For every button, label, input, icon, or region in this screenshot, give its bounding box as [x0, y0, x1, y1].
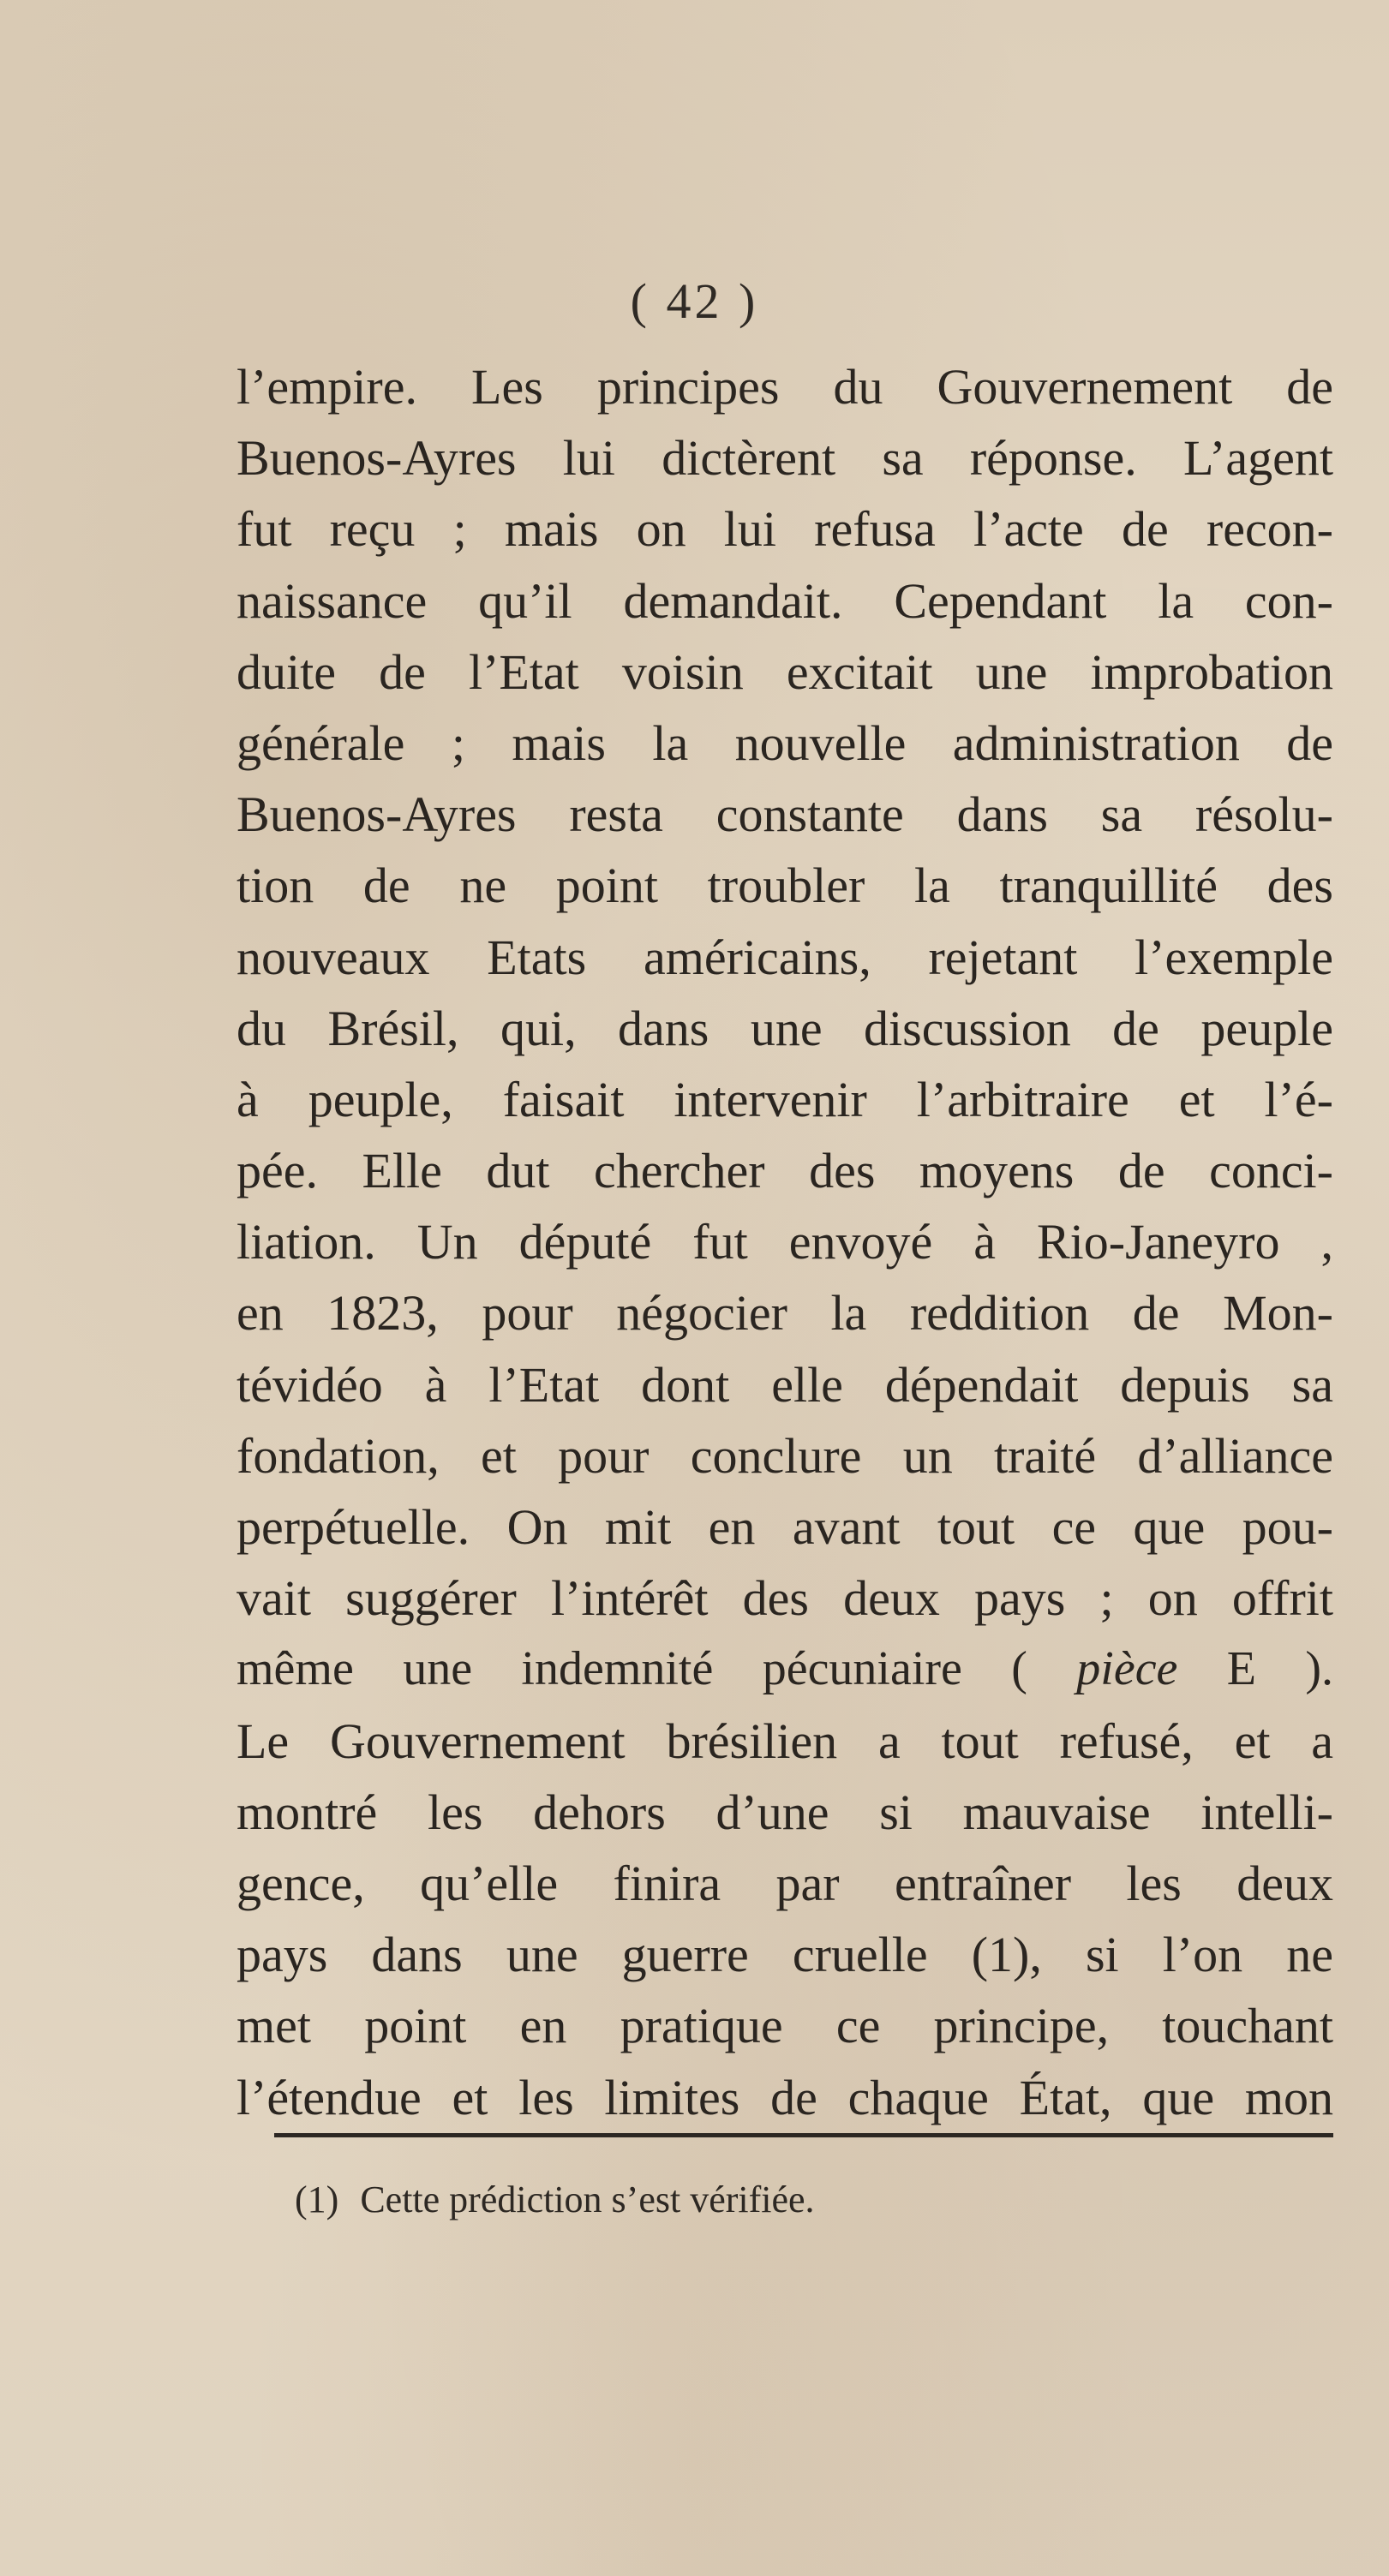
text-line-8: tion de ne point troubler la tranquillité des — [236, 858, 1333, 914]
text-line-19-main: même une indemnité pécuniaire — [236, 1642, 962, 1696]
body-text — [236, 351, 1333, 2133]
text-line-20: Le Gouvernement brésilien a tout refusé, et a — [236, 1712, 1333, 1769]
text-line-9: nouveaux Etats américains, rejetant l’exemple — [236, 929, 1333, 985]
text-line-6: générale ; mais la nouvelle administration de — [236, 714, 1333, 771]
piece-reference: pièce — [1076, 1642, 1178, 1696]
text-line-23: pays dans une guerre cruelle (1), si l’on ne — [236, 1927, 1333, 1983]
text-line-3: fut reçu ; mais on lui refusa l’acte de recon- — [236, 501, 1333, 558]
text-line-2: Buenos-Ayres lui dictèrent sa réponse. L’agent — [236, 430, 1333, 487]
text-line-14: en 1823, pour négocier la reddition de Mon- — [236, 1285, 1333, 1342]
text-line-17: perpétuelle. On mit en avant tout ce que pou- — [236, 1499, 1333, 1555]
text-line-13: liation. Un député fut envoyé à Rio-Janeyro , — [236, 1214, 1333, 1270]
text-line-11: à peuple, faisait intervenir l’arbitraire et l’é- — [236, 1071, 1333, 1127]
page-number: ( 42 ) — [630, 273, 759, 329]
text-line-19 — [236, 1634, 1333, 1705]
text-line-1: l’empire. Les principes du Gouvernement de — [236, 359, 1333, 415]
text-line-15: tévidéo à l’Etat dont elle dépendait depuis sa — [236, 1356, 1333, 1413]
text-line-10: du Brésil, qui, dans une discussion de peuple — [236, 1000, 1333, 1056]
text-line-22: gence, qu’elle finira par entraîner les deux — [236, 1855, 1333, 1911]
text-line-7: Buenos-Ayres resta constante dans sa résolu- — [236, 786, 1333, 843]
text-line-21: montré les dehors d’une si mauvaise intelli- — [236, 1784, 1333, 1840]
footnote — [295, 2178, 815, 2221]
text-line-16: fondation, et pour conclure un traité d’alliance — [236, 1427, 1333, 1484]
text-line-5: duite de l’Etat voisin excitait une improbation — [236, 643, 1333, 700]
paren-close: ). — [1305, 1642, 1333, 1696]
piece-letter: E — [1226, 1642, 1256, 1696]
text-line-18: vait suggérer l’intérêt des deux pays ; on offrit — [236, 1570, 1333, 1627]
text-line-4: naissance qu’il demandait. Cependant la con- — [236, 572, 1333, 629]
text-line-24: met point en pratique ce principe, touchant — [236, 1998, 1333, 2054]
text-line-25: l’étendue et les limites de chaque État, que mon — [236, 2069, 1333, 2125]
text-line-12: pée. Elle dut chercher des moyens de conci- — [236, 1143, 1333, 1199]
footnote-text: Cette prédiction s’est vérifiée. — [360, 2179, 815, 2220]
paren-open: ( — [1011, 1642, 1027, 1696]
footnote-rule — [274, 2133, 1333, 2137]
footnote-marker: (1) — [295, 2179, 339, 2220]
